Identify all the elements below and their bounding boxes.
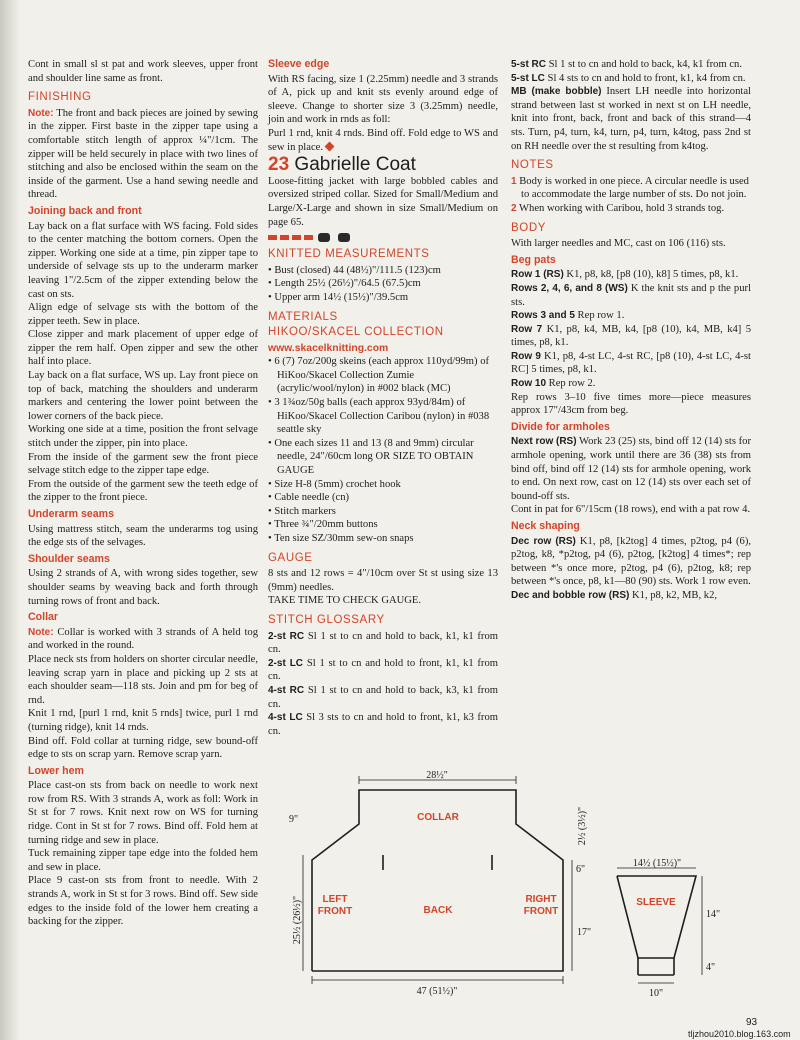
list-item: • Three ¾"/20mm buttons xyxy=(268,519,378,531)
lower-hem-heading: Lower hem xyxy=(28,764,84,777)
collection-heading: HIKOO/SKACEL COLLECTION xyxy=(268,326,444,339)
list-item: • Ten size SZ/30mm sew-on snaps xyxy=(268,533,414,544)
bottom-width-label: 47 (51½)" xyxy=(416,986,458,997)
beg-pats-heading: Beg pats xyxy=(511,253,556,266)
notes-heading: NOTES xyxy=(511,159,554,172)
materials-heading: MATERIALS xyxy=(268,310,338,323)
lower-hem-text: Place 9 cast-on sts from front to needle. With 2 strands A, work in St st for 3 rows. Bind off. Sew side edges to the inside fold of the lower hem creating a backing for the zipper. xyxy=(28,875,258,928)
finishing-note: Note: The front and back pieces are joined by sewing in the zipper. First baste in the zipper tape using a comfortable stitch length of approx ¼"/1cm. The zipper will be held securely in place with two lines of stitching and also be enclosed within the seam on the inside of the garment. Use a hand sewing needle and thread. xyxy=(28,107,258,201)
sleeve-height-label: 14" xyxy=(706,909,721,920)
glossary-entry: MB (make bobble) Insert LH needle into horizontal strand between last st worked in next st on LH needle, knit into front, back, front and back of this strand—4 sts. Turn, p4, turn, k4, turn, p4, turn, k4tog, pass 2nd st on RH needle over the st resulting from k4tog. xyxy=(511,86,751,152)
gauge-text: TAKE TIME TO CHECK GAUGE. xyxy=(268,595,422,607)
list-item: • 3 1¾oz/50g balls (each approx 93yd/84m) of HiKoo/Skacel Collection Caribou (nylon) in #038 seattle sky xyxy=(268,397,490,436)
length-label: 25½ (26½)" xyxy=(292,895,303,945)
intro-text: Cont in small sl st pat and work sleeves, upper front and shoulder line same as front. xyxy=(28,59,258,84)
list-item: • Length 25½ (26½)"/64.5 (67.5)cm xyxy=(268,278,421,290)
list-item: • Bust (closed) 44 (48½)"/111.5 (123)cm xyxy=(268,264,441,276)
divide-text: Cont in pat for 6"/15cm (18 rows), end with a pat row 4. xyxy=(511,504,751,516)
pattern-description: Loose-fitting jacket with large bobbled cables and oversized striped collar. Sized for Small/Medium and Large/X-Large and shown in size Small/Medium on page 65. xyxy=(268,175,498,228)
gauge-text: 8 sts and 12 rows = 4"/10cm over St st using size 13 (9mm) needles. xyxy=(268,568,498,593)
row-instruction: Row 7 K1, p8, k4, MB, k4, [p8 (10), k4, MB, k4] 5 times, p8, k1. xyxy=(511,323,751,349)
list-item: • Size H-8 (5mm) crochet hook xyxy=(268,478,401,490)
sleeve-top-width-label: 14½ (15½)" xyxy=(632,858,682,869)
list-item: • 6 (7) 7oz/200g skeins (each approx 110yd/99m) of HiKoo/Skacel Collection Zumie (acrylic/wool/nylon) in #002 black (MC) xyxy=(268,356,490,395)
sleeve-cuff-height-label: 4" xyxy=(706,962,716,973)
right-front-label: FRONT xyxy=(523,906,559,917)
glossary-entry: 4-st RC Sl 1 st to cn and hold to back, k3, k1 from cn. xyxy=(268,684,498,710)
divide-text: Next row (RS) Work 23 (25) sts, bind off 12 (14) sts for armhole opening, work until there are 36 (38) sts from bind off, bind off 12 (14) sts for armhole opening, work to end. On next row, cast on 12 (14) sts over each set of bound-off sts. xyxy=(511,436,751,502)
sleeve-outline xyxy=(617,876,696,958)
joining-text: From the outside of the garment sew the teeth edge of the zipper to the front piece. xyxy=(28,478,258,504)
list-item: 1 Body is worked in one piece. A circular needle is used to accommodate the large number of sts. Do not join. xyxy=(511,175,749,201)
dec-bobble-row-text: Dec and bobble row (RS) K1, p8, k2, MB, k2, xyxy=(511,589,718,601)
sleeve-edge-heading: Sleeve edge xyxy=(268,58,330,70)
glossary-entry: 4-st LC Sl 3 sts to cn and hold to front, k1, k3 from cn. xyxy=(268,712,498,737)
collar-height-label: 9" xyxy=(289,814,299,825)
glossary-entry: 5-st RC Sl 1 st to cn and hold to back, k4, k1 from cn. xyxy=(511,59,742,70)
gauge-heading: GAUGE xyxy=(268,551,313,564)
row-instruction: Row 9 K1, p8, 4-st LC, 4-st RC, [p8 (10), 4-st LC, 4-st RC] 5 times, p8, k1. xyxy=(511,350,751,376)
joining-text: Close zipper and mark placement of upper edge of zipper the rem half. Open zipper and sew the other half into place. xyxy=(28,329,258,368)
body-text: With larger needles and MC, cast on 106 (116) sts. xyxy=(511,238,726,250)
collar-depth-label: 2½ (3½)" xyxy=(577,806,588,846)
collar-text: Place neck sts from holders on shorter circular needle, leaving scrap yarn in place and picking up 2 sts at each shoulder seam—118 sts. Join and pm for beg of rnd. xyxy=(28,653,258,706)
left-front-label: FRONT xyxy=(317,906,353,917)
body-heading: BODY xyxy=(511,221,546,234)
collar-text: Bind off. Fold collar at turning ridge, sew bound-off edge to sts on scrap yarn. Remove scrap yarn. xyxy=(28,735,258,761)
joining-heading: Joining back and front xyxy=(28,204,142,217)
list-item: • Upper arm 14½ (15½)"/39.5cm xyxy=(268,291,409,303)
underarm-heading: Underarm seams xyxy=(28,508,114,520)
lower-hem-text: Place cast-on sts from back on needle to work next row from RS. With 3 strands A, work as foll: Work in St st for 7 rows. Knit next row on WS for turning ridge. Cont in St st for 7 rows. Bind off. Fold hem at turning ridge and sew in place. xyxy=(28,780,258,846)
left-front-label: LEFT xyxy=(322,894,348,905)
sleeve-edge-text: With RS facing, size 1 (2.25mm) needle and 3 strands of A, pick up and knit sts evenly around edge of sleeve. Change to shorter size 3 (3.25mm) needle, join and work in rnds as foll: xyxy=(268,73,498,126)
armhole-label: 6" xyxy=(576,864,586,875)
row-instruction: Rows 2, 4, 6, and 8 (WS) K the knit sts and p the purl sts. xyxy=(511,282,751,308)
joining-text: Lay back on a flat surface with WS facing. Fold sides to the center matching the bottom corners. Open the zipper. Working one side at a time, pin zipper tape to underside of selvage sts up to the underarm marker leaving 1"/2.5cm of the zipper extending below the cast on sts. xyxy=(28,220,258,300)
back-label: BACK xyxy=(423,905,453,916)
glossary-entry: 5-st LC Sl 4 sts to cn and hold to front, k1, k4 from cn. xyxy=(511,72,746,84)
glossary-heading: STITCH GLOSSARY xyxy=(268,613,385,626)
finishing-heading: FINISHING xyxy=(28,91,92,104)
joining-text: Lay back on a flat surface, WS up. Lay front piece on top of back, matching the shoulders and underarm markers and centering the lower point between the lower corners of the back piece. xyxy=(28,370,258,422)
body-height-label: 17" xyxy=(577,927,592,938)
list-item: • Cable needle (cn) xyxy=(268,492,350,504)
joining-text: Align edge of selvage sts with the bottom of the zipper teeth. Sew in place. xyxy=(28,302,258,327)
joining-text: Working one side at a time, position the front selvage stitch under the zipper, pin into place. xyxy=(28,424,258,450)
shoulder-heading: Shoulder seams xyxy=(28,552,110,565)
glossary-entry: 2-st RC Sl 1 st to cn and hold to back, k1, k1 from cn. xyxy=(268,630,498,656)
lower-hem-text: Tuck remaining zipper tape edge into the folded hem and sew in place. xyxy=(28,848,258,873)
glossary-entry: 2-st LC Sl 1 st to cn and hold to front, k1, k1 from cn. xyxy=(268,657,498,683)
list-item: • One each sizes 11 and 13 (8 and 9mm) circular needle, 24"/60cm long OR SIZE TO OBTAIN GAUGE xyxy=(268,437,474,477)
pattern-title: 23 Gabrielle Coat xyxy=(268,154,416,176)
neck-shaping-heading: Neck shaping xyxy=(511,520,580,532)
list-item: • Stitch markers xyxy=(268,505,336,517)
sleeve-edge-text: Purl 1 rnd, knit 4 rnds. Bind off. Fold edge to WS and sew in place. xyxy=(268,127,498,153)
dec-row-text: Dec row (RS) K1, p8, [k2tog] 4 times, p2tog, p4 (6), p2tog, k8, *p2tog, p4 (6), p2tog, [k2tog] 4 times*; rep between *'s once more, p2tog, p4 (6), p2tog, k8; rep between *'s once, p8, k1—80 (90) sts. Work 1 row even. xyxy=(511,535,751,588)
collar-note: Note: Collar is worked with 3 strands of A held tog and worked in the round. xyxy=(28,626,258,652)
collar-heading: Collar xyxy=(28,611,59,624)
collar-text: Knit 1 rnd, [purl 1 rnd, knit 5 rnds] twice, purl 1 rnd (turning ridge), knit 14 rnds. xyxy=(28,708,258,733)
joining-text: From the inside of the garment sew the front piece selvage stitch edge to the zipper tape edge. xyxy=(28,451,258,477)
measurements-heading: KNITTED MEASUREMENTS xyxy=(268,248,430,261)
divide-heading: Divide for armholes xyxy=(511,420,610,433)
sleeve-bottom-width-label: 10" xyxy=(648,988,664,999)
list-item: 2 When working with Caribou, hold 3 strands tog. xyxy=(511,202,725,214)
row-instruction: Rows 3 and 5 Rep row 1. xyxy=(511,310,625,322)
top-width-label: 28½" xyxy=(426,770,448,781)
sleeve-label: SLEEVE xyxy=(636,897,676,908)
supplier-url[interactable]: www.skacelknitting.com xyxy=(268,342,389,354)
row-instruction: Row 10 Rep row 2. xyxy=(511,378,596,390)
watermark: tljzhou2010.blog.163.com xyxy=(688,1029,791,1039)
right-front-label: RIGHT xyxy=(525,894,557,905)
page-number: 93 xyxy=(746,1017,758,1028)
underarm-text: Using mattress stitch, seam the underarms tog using the edge sts of the selvages. xyxy=(28,523,258,549)
collar-label: COLLAR xyxy=(417,812,459,823)
row-instruction: Row 1 (RS) K1, p8, k8, [p8 (10), k8] 5 times, p8, k1. xyxy=(511,269,739,281)
rep-text: Rep rows 3–10 five times more—piece measures approx 17"/43cm from beg. xyxy=(511,391,751,417)
shoulder-text: Using 2 strands of A, with wrong sides together, sew shoulder seams by weaving back and forth through turning rows of front and back. xyxy=(28,568,258,607)
